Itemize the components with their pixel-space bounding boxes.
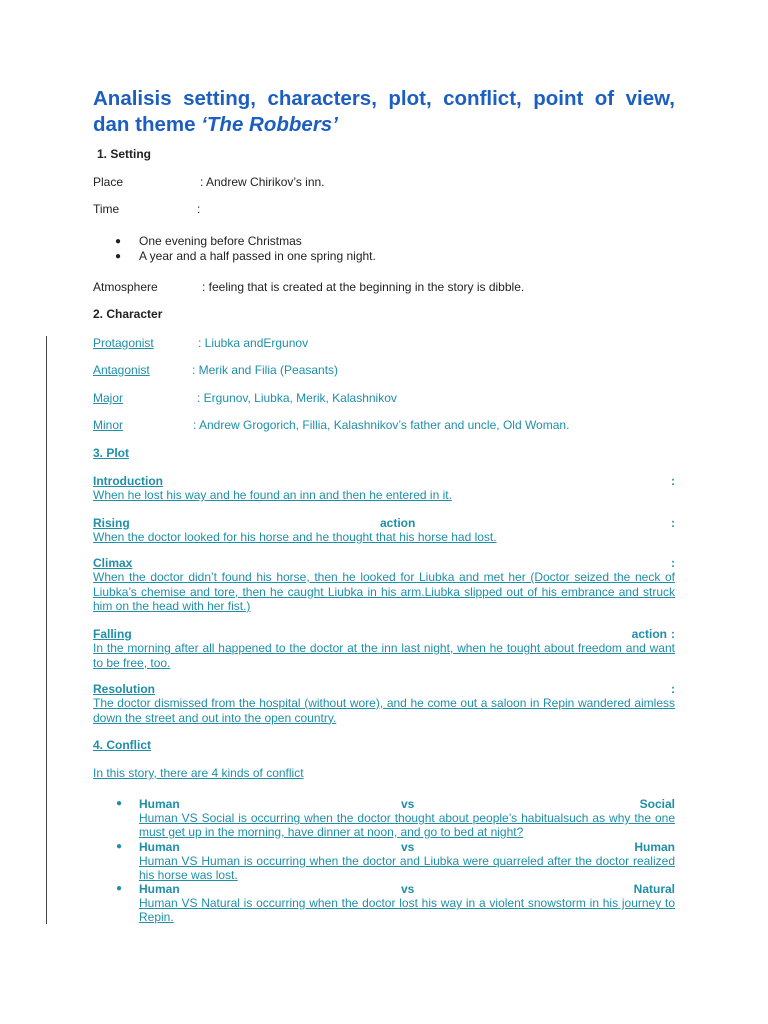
conflict-item-head: [139, 882, 675, 896]
time-item-text: One evening before Christmas: [139, 234, 302, 248]
plot-heading: 3. Plot: [93, 446, 130, 460]
character-label: Antagonist: [93, 363, 150, 377]
conflict-intro: In this story, there are 4 kinds of conflict: [93, 766, 304, 780]
conflict-item-text: Human VS Natural is occurring when the doctor lost his way in a violent snowstorm in his journey to Repin.: [139, 896, 675, 924]
document-title: [93, 86, 675, 138]
character-label: Major: [93, 391, 124, 405]
plot-label: Rising: [93, 516, 130, 530]
plot-climax-head: [93, 556, 675, 570]
plot-falling-head: [93, 627, 675, 641]
place-value: : Andrew Chirikov’s inn.: [200, 175, 325, 189]
plot-colon: :: [671, 556, 675, 570]
conflict-vs: vs: [401, 797, 415, 811]
character-label: Protagonist: [93, 336, 154, 350]
bullet-icon: ●: [116, 798, 123, 809]
plot-introduction-head: [93, 474, 675, 488]
bullet-icon: ●: [116, 841, 123, 852]
plot-label: Climax: [93, 556, 133, 570]
plot-label: Introduction: [93, 474, 163, 488]
character-value: : Liubka andErgunov: [198, 336, 309, 350]
conflict-right: Social: [639, 797, 675, 811]
setting-place-row: [93, 175, 325, 189]
title-italic: ‘The Robbers’: [201, 113, 338, 136]
plot-label-2: action: [380, 516, 416, 530]
time-item-text: A year and a half passed in one spring night.: [139, 249, 376, 263]
plot-colon: :: [671, 474, 675, 488]
plot-rising-text: When the doctor looked for his horse and he thought that his horse had lost.: [93, 530, 497, 544]
character-row-antagonist: [93, 363, 351, 377]
conflict-heading: 4. Conflict: [93, 738, 152, 752]
character-label: Minor: [93, 418, 124, 432]
plot-resolution-head: [93, 682, 675, 696]
conflict-item-text: Human VS Human is occurring when the doctor and Liubka were quarreled after the doctor realized his horse was lost.: [139, 854, 675, 882]
setting-atmosphere-row: [93, 280, 525, 294]
plot-label-2: action: [631, 627, 667, 641]
character-value: : Merik and Filia (Peasants): [192, 363, 339, 377]
atmosphere-label: Atmosphere: [93, 280, 158, 294]
plot-label: Falling: [93, 627, 132, 641]
bullet-icon: ●: [115, 251, 122, 262]
character-row-protagonist: [93, 336, 323, 350]
margin-bar: [46, 336, 47, 924]
title-main: Analisis setting, characters, plot, conflict, point of view, dan theme: [93, 87, 675, 136]
conflict-item-head: [139, 797, 675, 811]
plot-colon: :: [671, 516, 675, 530]
bullet-icon: ●: [115, 236, 122, 247]
character-value: : Ergunov, Liubka, Merik, Kalashnikov: [197, 391, 397, 405]
plot-climax-text: When the doctor didn’t found his horse, then he looked for Liubka and met her (Doctor seized the neck of Liubka’s chemise and tore, then he caught Liubka in his arm.Liubka slipped out of his embrance and struck him on the head with her fist.): [93, 570, 675, 613]
setting-time-row: [93, 202, 201, 216]
character-row-major: [93, 391, 413, 405]
conflict-left: Human: [139, 882, 180, 896]
conflict-vs: vs: [401, 882, 415, 896]
plot-resolution-text: The doctor dismissed from the hospital (without wore), and he come out a saloon in Repin wandered aimless down the street and out into the open country.: [93, 696, 675, 725]
character-heading: 2. Character: [93, 307, 163, 321]
conflict-item-text: Human VS Social is occurring when the doctor thought about people’s habitualsuch as why the one must get up in the morning, have dinner at noon, and go to bed at night?: [139, 811, 675, 839]
conflict-vs: vs: [401, 840, 415, 854]
plot-rising-head: [93, 516, 675, 530]
bullet-icon: ●: [116, 883, 123, 894]
conflict-right: Human: [634, 840, 675, 854]
character-value: : Andrew Grogorich, Fillia, Kalashnikov’s father and uncle, Old Woman.: [193, 418, 570, 432]
conflict-left: Human: [139, 840, 180, 854]
plot-colon: :: [671, 682, 675, 696]
place-label: Place: [93, 175, 124, 189]
plot-colon: :: [671, 627, 675, 641]
conflict-right: Natural: [633, 882, 675, 896]
character-row-minor: [93, 418, 599, 432]
conflict-left: Human: [139, 797, 180, 811]
conflict-item-head: [139, 840, 675, 854]
time-label: Time: [93, 202, 120, 216]
plot-label: Resolution: [93, 682, 155, 696]
time-value: :: [197, 202, 201, 216]
plot-falling-text: In the morning after all happened to the doctor at the inn last night, when he tought about freedom and want to be free, too.: [93, 641, 675, 670]
atmosphere-value: : feeling that is created at the beginning in the story is dibble.: [202, 280, 525, 294]
setting-heading: 1. Setting: [97, 147, 152, 161]
plot-introduction-text: When he lost his way and he found an inn and then he entered in it.: [93, 488, 452, 502]
